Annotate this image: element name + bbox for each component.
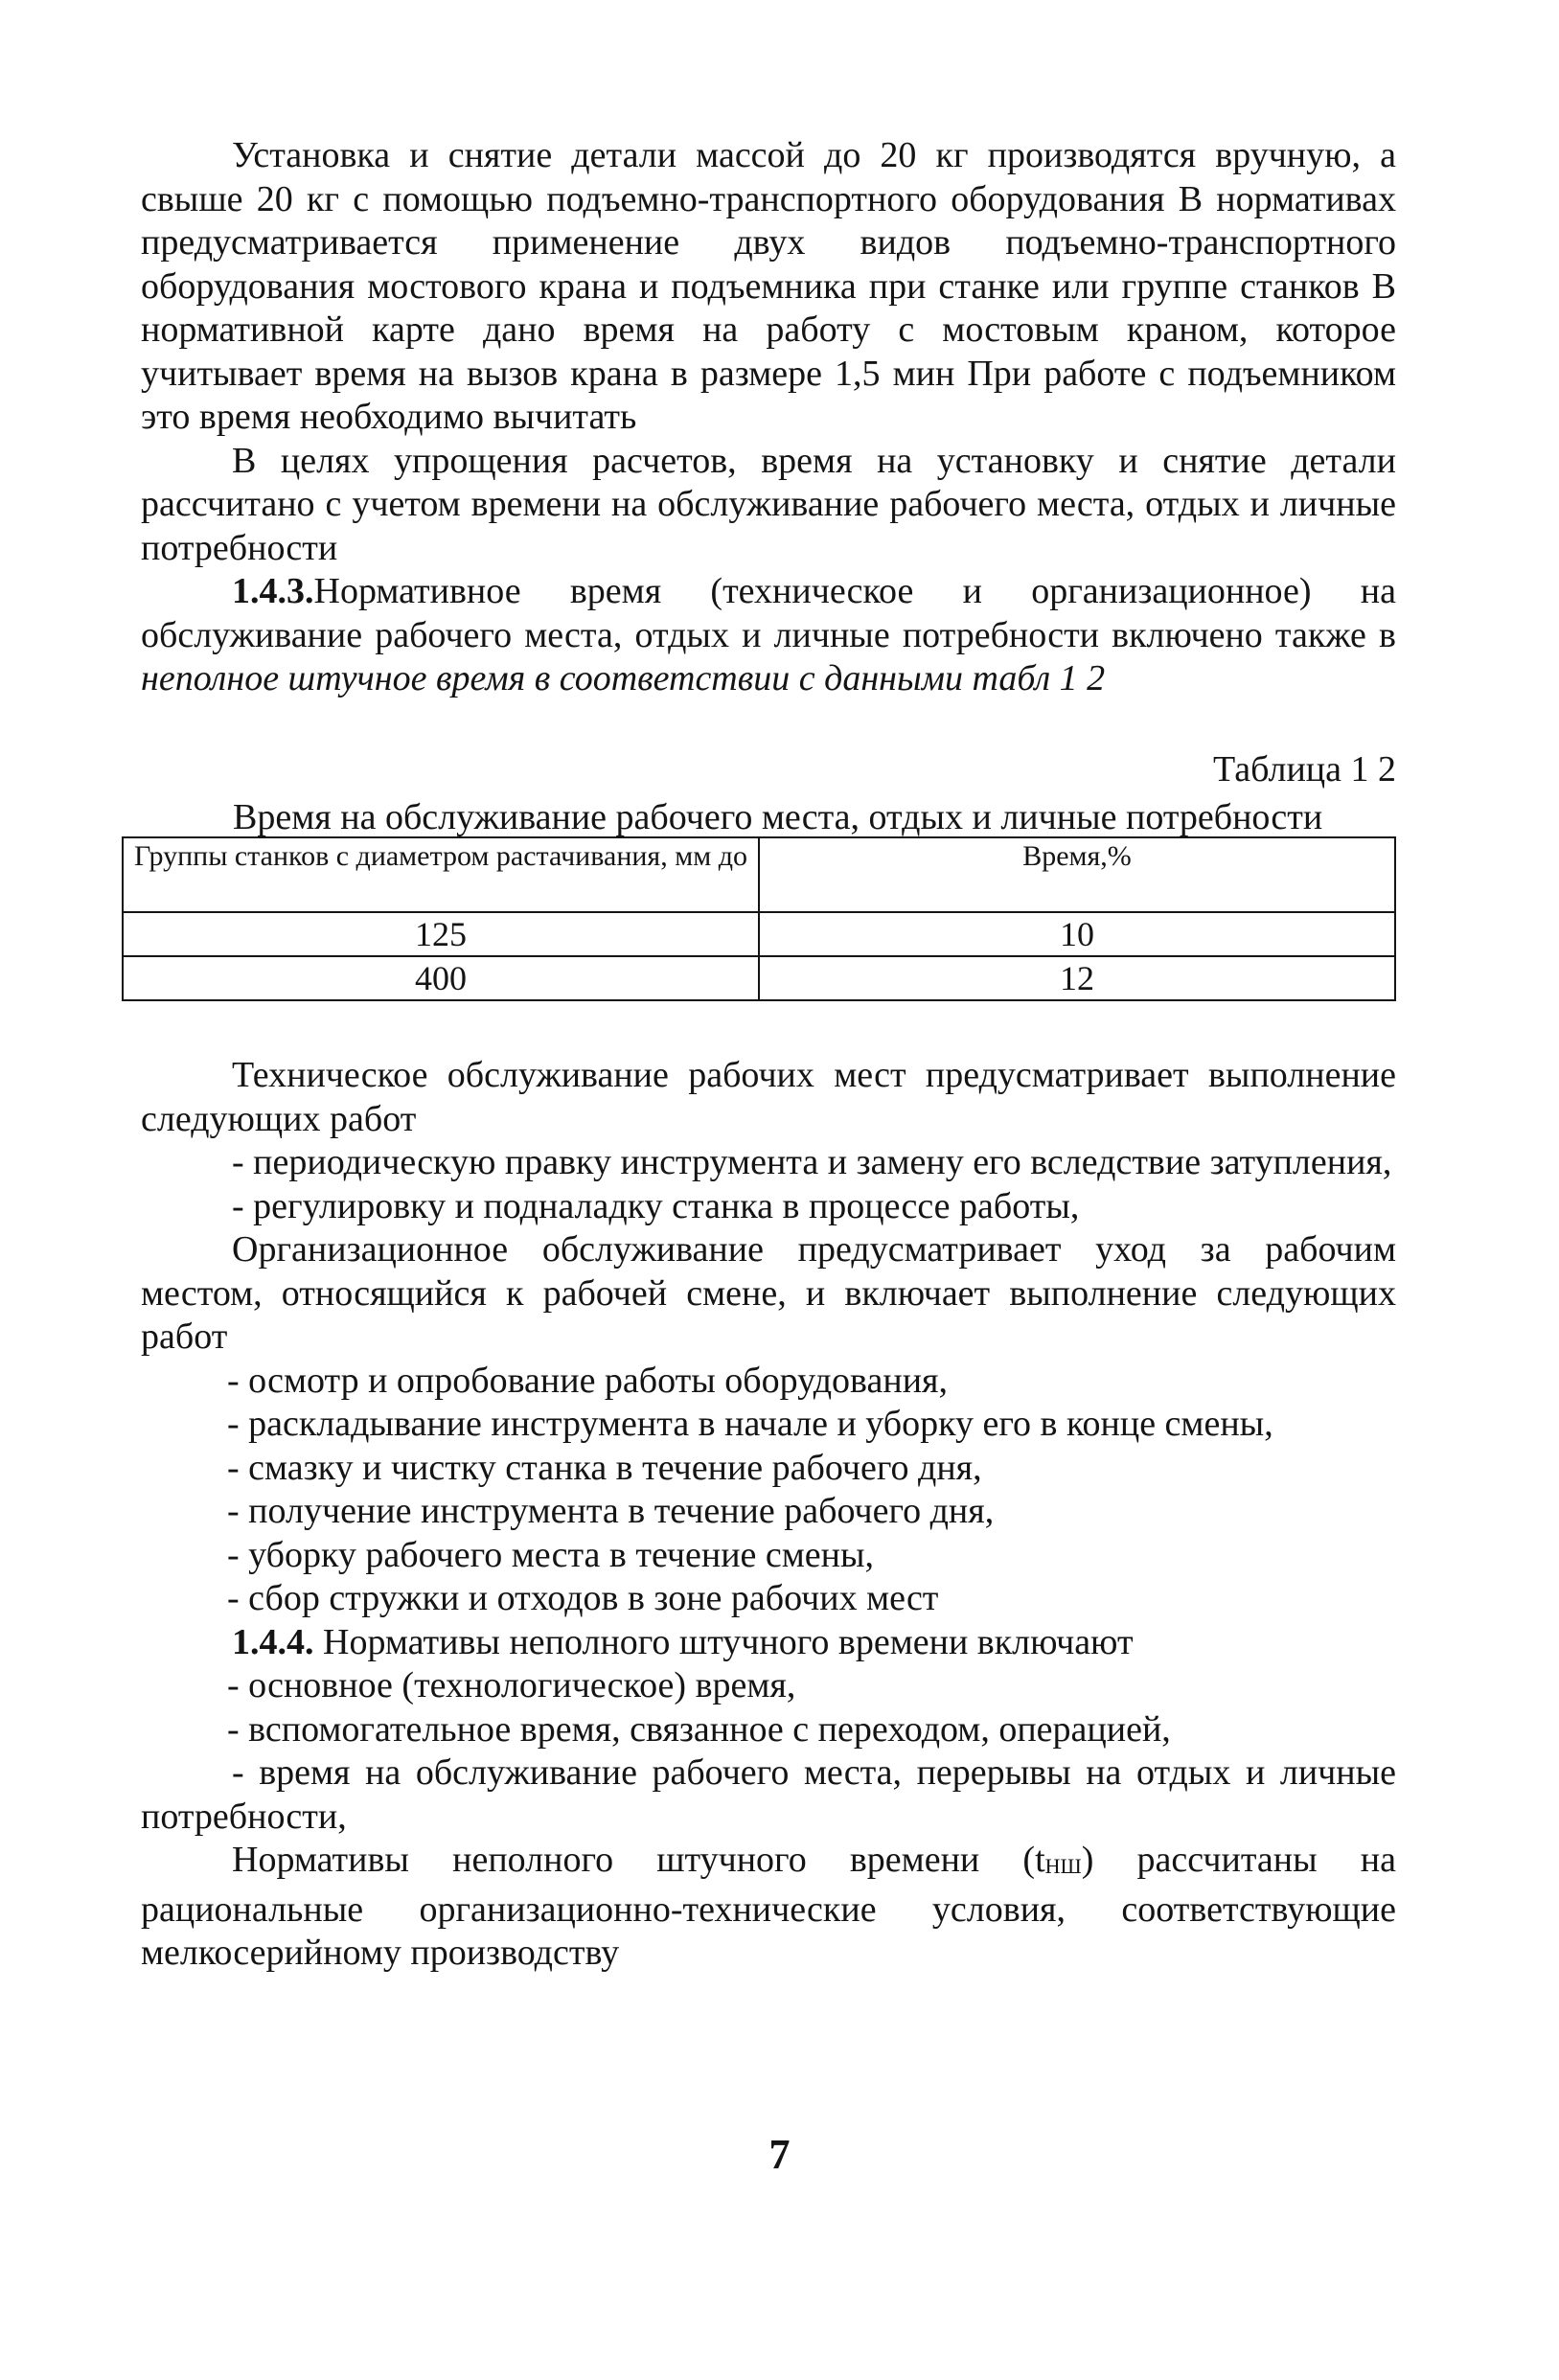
table-cell-diameter: 400 xyxy=(123,956,759,1000)
table-header-row xyxy=(123,837,1395,912)
final-subscript: НШ xyxy=(1044,1854,1082,1878)
page-number: 7 xyxy=(768,2131,791,2178)
final-text-before: Нормативы неполного штучного времени (t xyxy=(232,1840,1045,1880)
list-item: - вспомогательное время, связанное с переходом, операцией, xyxy=(227,1708,1171,1750)
list-item: - осмотр и опробование работы оборудования, xyxy=(227,1360,949,1401)
table-cell-diameter: 125 xyxy=(123,912,759,956)
list-item: - основное (технологическое) время, xyxy=(227,1665,796,1705)
technical-intro: Техническое обслуживание рабочих мест предусматривает выполнение следующих работ xyxy=(141,1055,1396,1139)
list-item: - сбор стружки и отходов в зоне рабочих мест xyxy=(227,1578,939,1618)
list-item: - регулировку и подналадку станка в процессе работы, xyxy=(232,1185,1080,1226)
section-number-1-4-3: 1.4.3. xyxy=(232,571,314,611)
section-1-4-4-text: Нормативы неполного штучного времени включают xyxy=(323,1621,1134,1662)
table-cell-time: 10 xyxy=(759,912,1395,956)
paragraph-section-1-4-4 xyxy=(141,1621,1396,1665)
paragraph-final xyxy=(141,1839,1396,1976)
list-item: - время на обслуживание рабочего места, перерывы на отдых и личные потребности, xyxy=(141,1752,1396,1837)
lower-text-block xyxy=(141,1054,1396,1976)
section-1-4-4-list xyxy=(141,1664,1396,1839)
table-cell-time: 12 xyxy=(759,956,1395,1000)
service-time-table xyxy=(122,836,1396,1001)
header-machine-groups: Группы станков с диаметром растачивания, мм до xyxy=(123,837,759,912)
final-text-after: ) рассчитаны на рациональные организационно-технические условия, соответствующие мелкосерийному производству xyxy=(141,1840,1396,1973)
section-1-4-3-text: Нормативное время (техническое и организационное) на обслуживание рабочего места, отдых и личные потребности включено также в xyxy=(141,571,1396,655)
table-row xyxy=(123,956,1395,1000)
list-item: - уборку рабочего места в течение смены, xyxy=(227,1534,875,1575)
table-title: Время на обслуживание рабочего места, отдых и личные потребности xyxy=(233,797,1323,837)
table-number: Таблица 1 2 xyxy=(1212,749,1396,790)
list-item: - смазку и чистку станка в течение рабочего дня, xyxy=(227,1447,982,1488)
organizational-list xyxy=(141,1360,1396,1621)
paragraph-installation: Установка и снятие детали массой до 20 кг производятся вручную, а свыше 20 кг с помощью подъемно-транспортного оборудования В нормативах предусматривается применение двух видов подъемно-транспортного оборудования мостового крана и подъемника при станке или группе станков В нормативной карте дано время на работу с мостовым краном, которое учитывает время на вызов крана в размере 1,5 мин При работе с подъемником это время необходимо вычитать xyxy=(141,135,1396,437)
list-item: - получение инструмента в течение рабочего дня, xyxy=(227,1491,995,1531)
organizational-intro: Организационное обслуживание предусматривает уход за рабочим местом, относящийся к рабочей смене, и включает выполнение следующих работ xyxy=(141,1229,1396,1357)
table-row xyxy=(123,912,1395,956)
list-item: - раскладывание инструмента в начале и уборку его в конце смены, xyxy=(227,1404,1273,1444)
technical-list xyxy=(141,1141,1396,1228)
section-1-4-3-italic: неполное штучное время в соответствии с данными табл 1 2 xyxy=(141,658,1106,698)
section-number-1-4-4: 1.4.4. xyxy=(232,1621,314,1662)
header-time-percent: Время,% xyxy=(759,837,1395,912)
paragraph-simplification: В целях упрощения расчетов, время на установку и снятие детали рассчитано с учетом времени на обслуживание рабочего места, отдых и личные потребности xyxy=(141,440,1396,568)
paragraph-section-1-4-3 xyxy=(141,570,1396,701)
top-text-block xyxy=(141,134,1396,701)
list-item: - периодическую правку инструмента и замену его вследствие затупления, xyxy=(232,1142,1392,1182)
